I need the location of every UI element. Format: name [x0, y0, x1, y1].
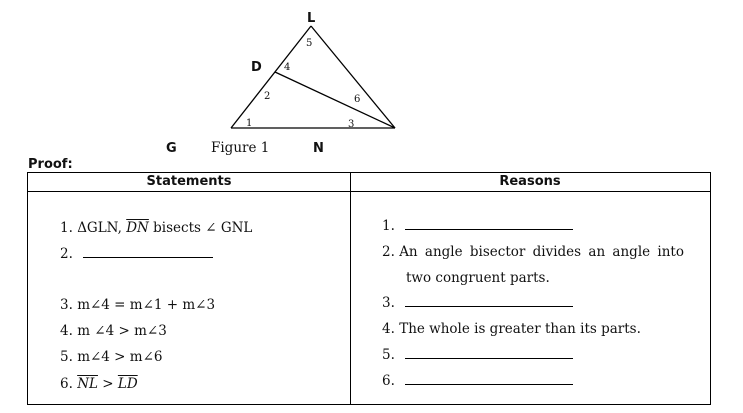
- side-LN: [311, 26, 395, 128]
- angle-label-5: 5: [306, 38, 313, 49]
- statement-6: 6. $\overline{NL} > \overline{LD}$: [60, 376, 138, 392]
- angle-label-4: 4: [284, 62, 291, 73]
- reason-3-blank[interactable]: [405, 296, 573, 307]
- vertex-D: D: [251, 60, 262, 75]
- statement-2-blank[interactable]: [83, 247, 213, 258]
- triangle-figure: [0, 0, 743, 165]
- vertex-N: N: [313, 141, 324, 156]
- figure-caption: Figure 1: [211, 140, 270, 156]
- reason-6-blank[interactable]: [405, 374, 573, 385]
- statements-header: Statements: [146, 174, 232, 189]
- statement-1: 1. ΔGLN, $\overline{DN}$ bisects ∠ GNL: [60, 220, 253, 236]
- reason-2: 2. An angle bisector divides an angle into: [382, 244, 684, 260]
- segment-DN: [275, 72, 395, 128]
- reason-2-continued: two congruent parts.: [406, 270, 550, 286]
- angle-label-3: 3: [348, 119, 355, 130]
- segment-DN-label: $\overline{DN}$: [126, 220, 149, 236]
- statement-3: 3. m∠4 = m∠1 + m∠3: [60, 297, 216, 313]
- proof-table: [27, 172, 711, 405]
- reason-1: 1.: [382, 218, 573, 234]
- header-divider: [28, 191, 710, 192]
- column-divider: [350, 173, 351, 404]
- reason-4: 4. The whole is greater than its parts.: [382, 321, 641, 337]
- reason-1-blank[interactable]: [405, 219, 573, 230]
- side-LG: [231, 26, 311, 128]
- statement-4: 4. m ∠4 > m∠3: [60, 323, 167, 339]
- statement-2: 2.: [60, 246, 213, 262]
- angle-label-6: 6: [354, 94, 361, 105]
- reason-5: 5.: [382, 347, 573, 363]
- vertex-G: G: [166, 141, 177, 156]
- reason-3: 3.: [382, 295, 573, 311]
- reason-6: 6.: [382, 373, 573, 389]
- reason-5-blank[interactable]: [405, 348, 573, 359]
- angle-label-2: 2: [264, 91, 271, 102]
- statement-5: 5. m∠4 > m∠6: [60, 349, 163, 365]
- angle-label-1: 1: [246, 118, 253, 129]
- reasons-header: Reasons: [499, 174, 561, 189]
- proof-title: Proof:: [28, 157, 73, 172]
- vertex-L: L: [307, 11, 316, 26]
